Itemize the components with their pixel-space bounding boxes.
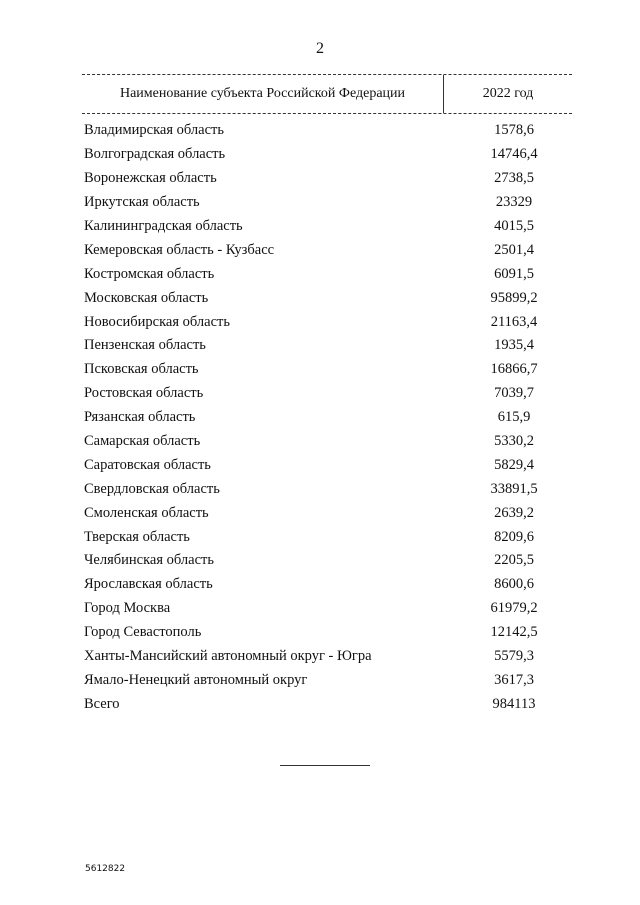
table-body (82, 119, 572, 716)
table-row (82, 143, 572, 167)
table-row (82, 167, 572, 191)
subject-value: 23329 (495, 194, 533, 211)
table-row (82, 334, 572, 358)
subject-value: 8600,6 (494, 576, 534, 593)
header-year: 2022 год (482, 86, 534, 101)
subject-value: 3617,3 (494, 671, 534, 688)
subject-value: 16866,7 (490, 361, 538, 378)
subject-value: 984113 (492, 695, 536, 712)
subject-name: Калининградская область (84, 218, 243, 234)
subject-value: 5829,4 (494, 456, 534, 473)
document-code: 5612822 (85, 864, 126, 874)
table-row (82, 215, 572, 239)
end-divider (280, 765, 370, 766)
table-row (82, 573, 572, 597)
subject-name: Воронежская область (84, 170, 217, 187)
subject-name: Ростовская область (84, 385, 204, 402)
subject-value: 1578,6 (494, 122, 534, 139)
subject-name: Волгоградская область (84, 146, 226, 163)
subject-name: Ханты-Мансийский автономный округ - Югра (84, 648, 372, 665)
subject-value: 33891,5 (490, 480, 538, 497)
subject-value: 7039,7 (494, 385, 534, 402)
table-row (82, 262, 572, 286)
subject-value: 95899,2 (490, 289, 538, 306)
page-number: 2 (316, 40, 324, 57)
subject-value: 2205,5 (494, 552, 534, 569)
table-row (82, 358, 572, 382)
table-row (82, 668, 572, 692)
subject-name: Саратовская область (84, 456, 211, 473)
subject-name: Пензенская область (84, 337, 206, 354)
subject-value: 5330,2 (494, 433, 534, 450)
table-row (82, 525, 572, 549)
subject-name: Ямало-Ненецкий автономный округ (84, 671, 308, 688)
header-subject-name: Наименование субъекта Российской Федерации (82, 75, 444, 113)
table-row (82, 406, 572, 430)
subject-name: Иркутская область (84, 194, 200, 211)
subject-value: 5579,3 (494, 648, 534, 665)
table-row (82, 238, 572, 262)
table-row (82, 453, 572, 477)
subject-value: 615,9 (497, 409, 531, 426)
subject-name: Челябинская область (84, 552, 214, 569)
subject-value: 2501,4 (494, 241, 534, 258)
table-row (82, 621, 572, 645)
table-header (82, 74, 572, 114)
subject-name: Тверская область (84, 528, 190, 545)
subject-value: 2639,2 (494, 504, 534, 521)
table-row (82, 382, 572, 406)
table-row (82, 692, 572, 716)
subject-name: Московская область (84, 289, 209, 306)
table-row (82, 191, 572, 215)
table-row (82, 477, 572, 501)
subject-name: Ярославская область (84, 576, 213, 593)
subject-name: Город Севастополь (84, 624, 202, 641)
table-row (82, 597, 572, 621)
table-row (82, 119, 572, 143)
subject-value: 12142,5 (490, 624, 538, 641)
subject-name: Новосибирская область (84, 313, 230, 330)
subject-name: Всего (84, 695, 120, 712)
subsidy-table (82, 74, 572, 716)
subject-name: Смоленская область (84, 504, 209, 521)
subject-value: 6091,5 (494, 265, 534, 282)
table-row (82, 501, 572, 525)
subject-value: 21163,4 (490, 313, 538, 330)
subject-value: 8209,6 (494, 528, 534, 545)
subject-value: 4015,5 (494, 218, 534, 234)
subject-value: 2738,5 (494, 170, 534, 187)
table-row (82, 430, 572, 454)
table-row (82, 645, 572, 669)
subject-value: 1935,4 (494, 337, 534, 354)
subject-name: Костромская область (84, 265, 215, 282)
subject-name: Город Москва (84, 600, 171, 617)
subject-name: Рязанская область (84, 409, 196, 426)
subject-value: 14746,4 (490, 146, 538, 163)
subject-name: Самарская область (84, 433, 201, 450)
table-row (82, 310, 572, 334)
subject-name: Кемеровская область - Кузбасс (84, 241, 275, 258)
subject-name: Свердловская область (84, 480, 220, 497)
subject-name: Владимирская область (84, 122, 224, 139)
table-row (82, 549, 572, 573)
subject-value: 61979,2 (490, 600, 538, 617)
subject-name: Псковская область (84, 361, 199, 378)
table-row (82, 286, 572, 310)
